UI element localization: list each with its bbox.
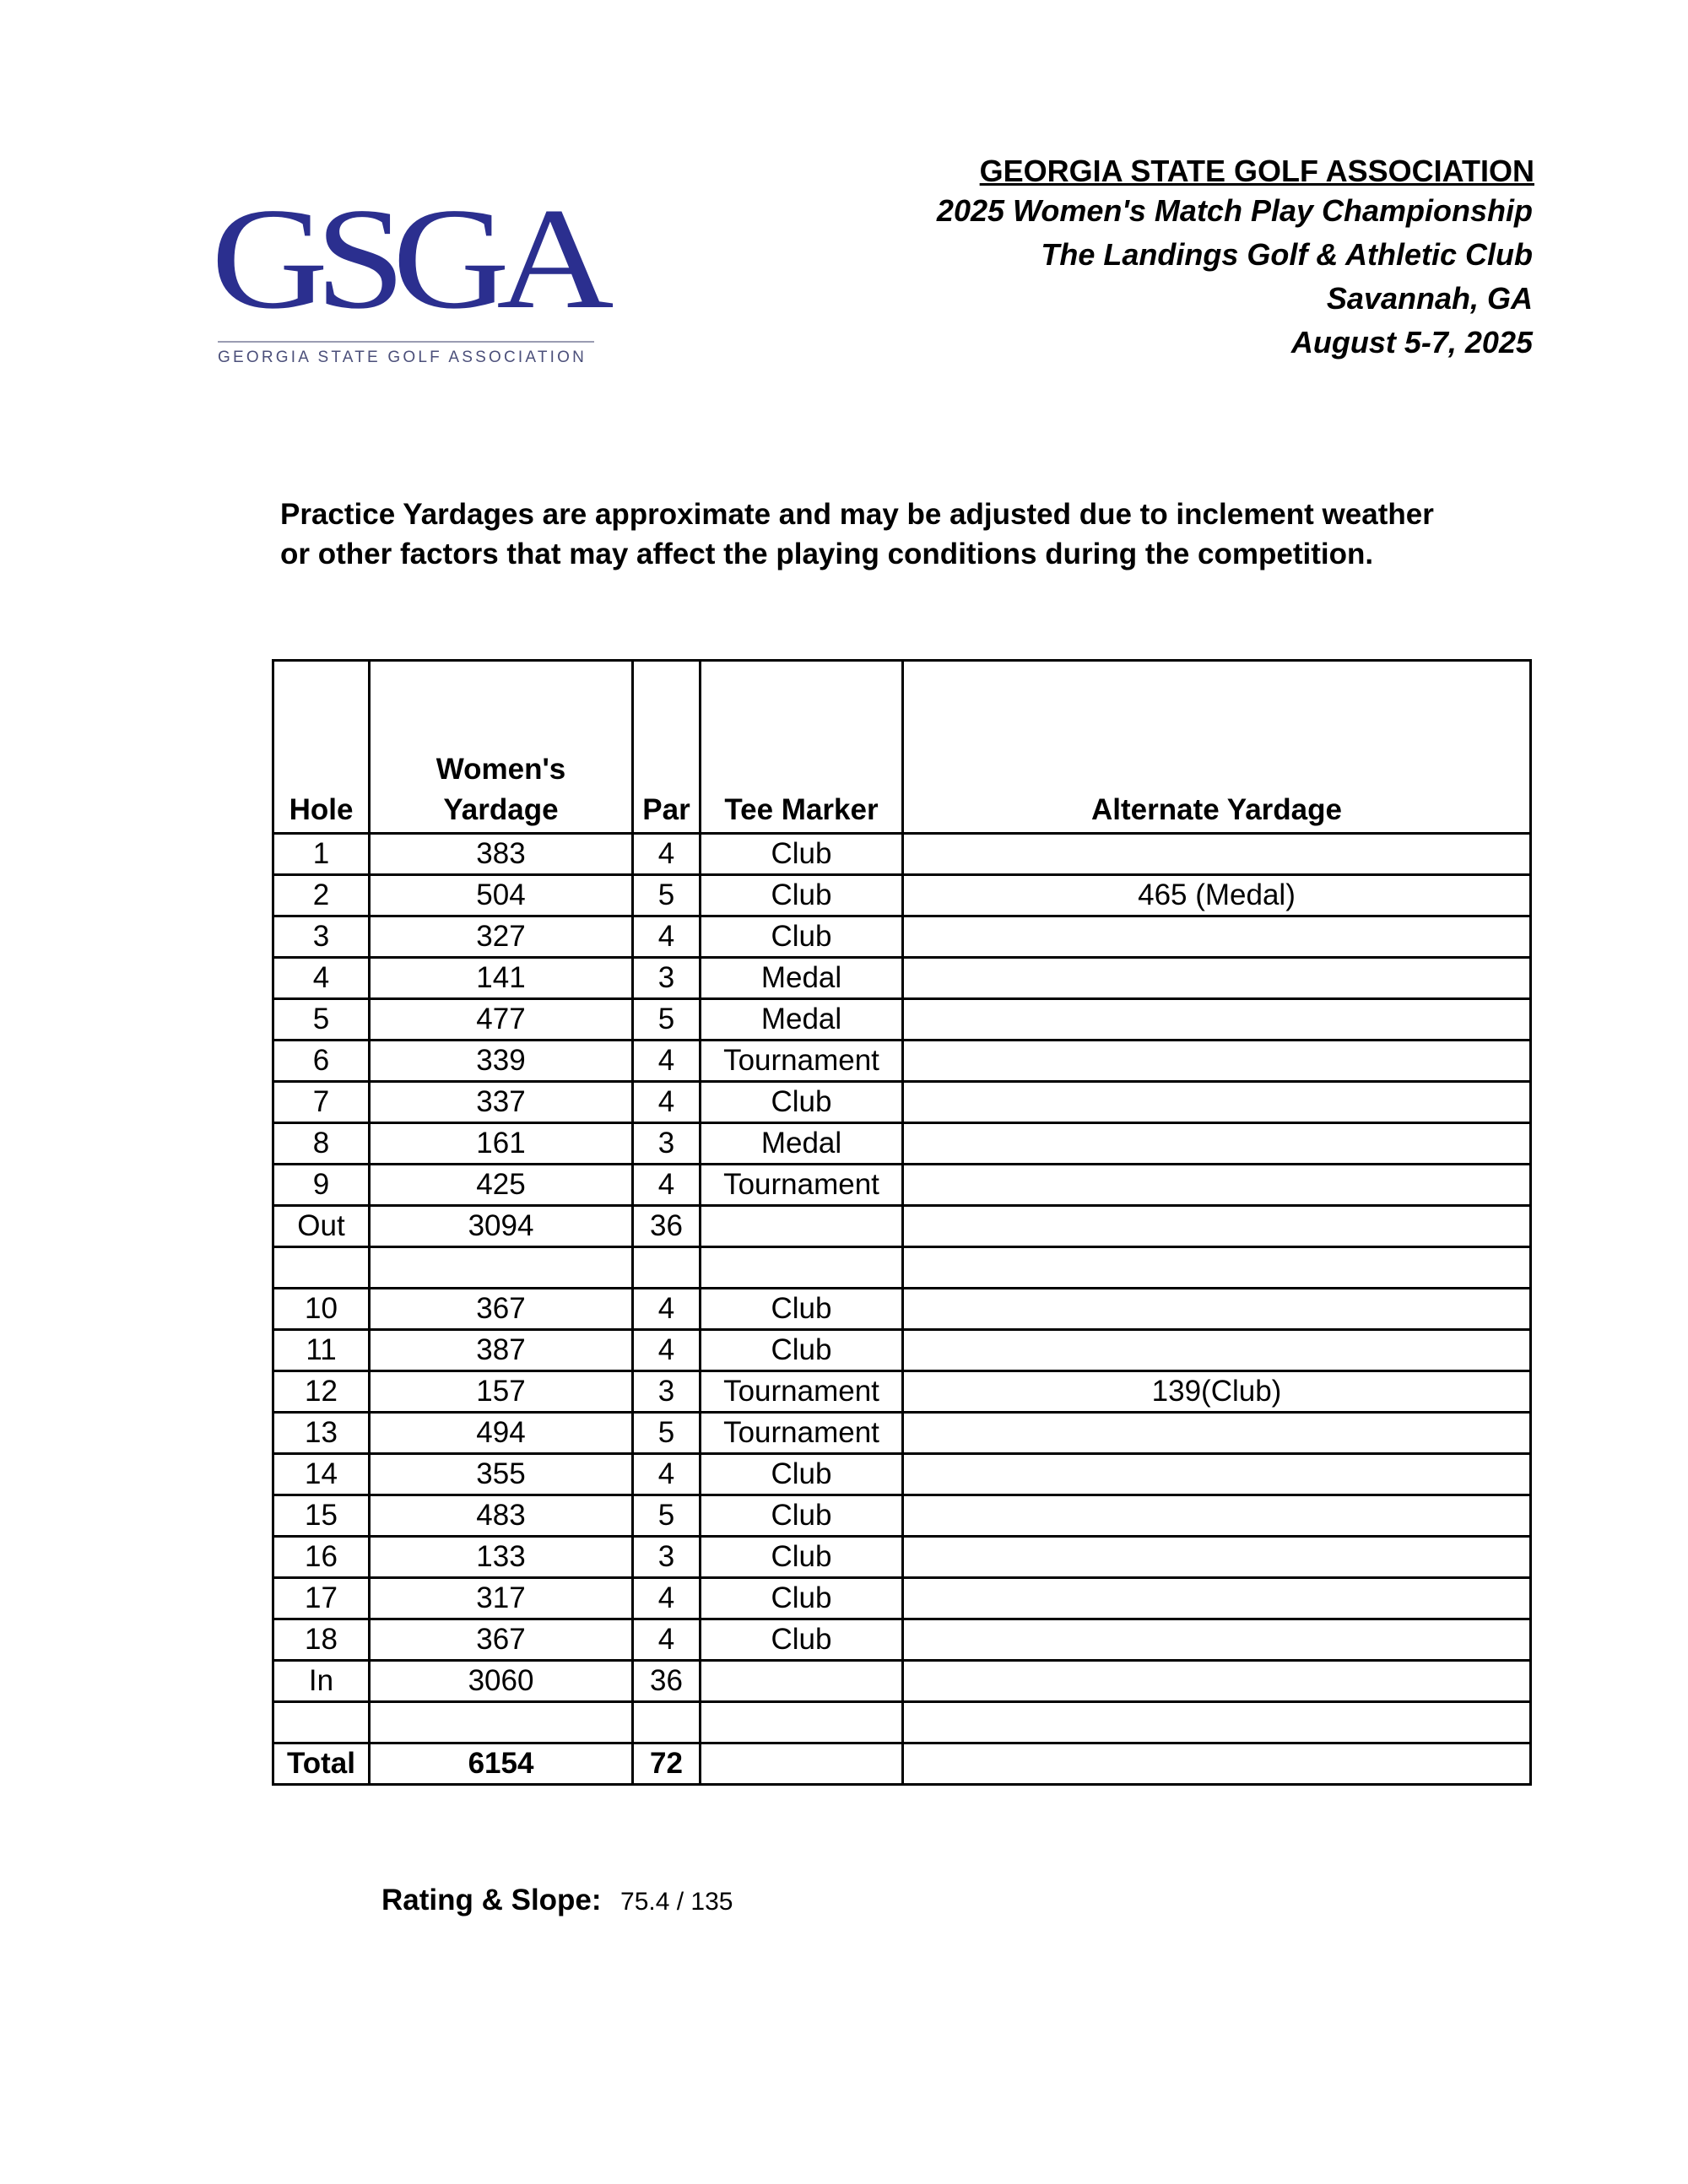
- cell-par: 72: [633, 1743, 701, 1785]
- cell-yardage: 355: [370, 1454, 633, 1495]
- cell-yardage: 317: [370, 1578, 633, 1619]
- header-hole: Hole: [273, 661, 370, 834]
- cell-alternate-yardage: [903, 1743, 1531, 1785]
- table-row: [273, 1165, 1531, 1206]
- cell-par: 36: [633, 1206, 701, 1247]
- table-row: [273, 999, 1531, 1041]
- cell-tee-marker: [701, 1247, 903, 1289]
- cell-tee-marker: Club: [701, 1619, 903, 1661]
- organization-name: GEORGIA STATE GOLF ASSOCIATION: [979, 154, 1534, 188]
- cell-yardage: 141: [370, 958, 633, 999]
- cell-hole: 9: [273, 1165, 370, 1206]
- gsga-logo: [211, 179, 601, 366]
- cell-yardage: 494: [370, 1413, 633, 1454]
- cell-hole: 10: [273, 1289, 370, 1330]
- table-row: [273, 958, 1531, 999]
- cell-tee-marker: Club: [701, 1578, 903, 1619]
- cell-alternate-yardage: 139(Club): [903, 1371, 1531, 1413]
- cell-hole: [273, 1247, 370, 1289]
- cell-hole: 15: [273, 1495, 370, 1537]
- header-par: Par: [633, 661, 701, 834]
- rating-slope: [381, 1884, 733, 1917]
- cell-tee-marker: Club: [701, 1537, 903, 1578]
- cell-hole: 11: [273, 1330, 370, 1371]
- cell-hole: 13: [273, 1413, 370, 1454]
- cell-par: 5: [633, 875, 701, 916]
- cell-yardage: 383: [370, 834, 633, 875]
- table-row: [273, 1371, 1531, 1413]
- cell-hole: 14: [273, 1454, 370, 1495]
- cell-yardage: 367: [370, 1619, 633, 1661]
- cell-hole: 2: [273, 875, 370, 916]
- cell-yardage: 387: [370, 1330, 633, 1371]
- cell-tee-marker: Club: [701, 1330, 903, 1371]
- event-dates: August 5-7, 2025: [1290, 325, 1533, 359]
- cell-yardage: 367: [370, 1289, 633, 1330]
- cell-par: [633, 1702, 701, 1743]
- cell-tee-marker: Tournament: [701, 1165, 903, 1206]
- cell-par: 4: [633, 1330, 701, 1371]
- total-row: [273, 1743, 1531, 1785]
- cell-par: 4: [633, 1578, 701, 1619]
- cell-alternate-yardage: [903, 1206, 1531, 1247]
- table-row: [273, 1619, 1531, 1661]
- header-womens-yardage: [370, 661, 633, 834]
- cell-alternate-yardage: 465 (Medal): [903, 875, 1531, 916]
- cell-alternate-yardage: [903, 1041, 1531, 1082]
- table-row: [273, 1289, 1531, 1330]
- cell-tee-marker: Club: [701, 916, 903, 958]
- cell-tee-marker: Club: [701, 1495, 903, 1537]
- venue-name: The Landings Golf & Athletic Club: [1041, 237, 1533, 272]
- cell-tee-marker: Tournament: [701, 1041, 903, 1082]
- cell-par: 5: [633, 1413, 701, 1454]
- event-title: 2025 Women's Match Play Championship: [936, 193, 1533, 228]
- cell-yardage: 327: [370, 916, 633, 958]
- cell-tee-marker: [701, 1743, 903, 1785]
- cell-par: 4: [633, 1165, 701, 1206]
- table-row: [273, 1454, 1531, 1495]
- cell-hole: 8: [273, 1123, 370, 1165]
- cell-hole: 5: [273, 999, 370, 1041]
- event-location: Savannah, GA: [1326, 281, 1533, 316]
- table-row: [273, 1041, 1531, 1082]
- cell-alternate-yardage: [903, 1537, 1531, 1578]
- cell-tee-marker: Tournament: [701, 1413, 903, 1454]
- table-row: [273, 1123, 1531, 1165]
- cell-tee-marker: Medal: [701, 999, 903, 1041]
- table-row: [273, 1537, 1531, 1578]
- rating-slope-value: 75.4 / 135: [620, 1888, 733, 1916]
- yardage-table: [272, 659, 1532, 1786]
- cell-alternate-yardage: [903, 1454, 1531, 1495]
- cell-alternate-yardage: [903, 1082, 1531, 1123]
- cell-par: 4: [633, 1041, 701, 1082]
- cell-hole: 17: [273, 1578, 370, 1619]
- cell-par: 5: [633, 999, 701, 1041]
- cell-par: [633, 1247, 701, 1289]
- cell-alternate-yardage: [903, 958, 1531, 999]
- cell-hole: Total: [273, 1743, 370, 1785]
- cell-alternate-yardage: [903, 1247, 1531, 1289]
- cell-tee-marker: Club: [701, 875, 903, 916]
- cell-par: 36: [633, 1661, 701, 1702]
- disclaimer-line-2: or other factors that may affect the playing conditions during the competition.: [280, 538, 1374, 570]
- cell-hole: [273, 1702, 370, 1743]
- cell-yardage: 157: [370, 1371, 633, 1413]
- table-row: [273, 1702, 1531, 1743]
- cell-hole: In: [273, 1661, 370, 1702]
- disclaimer-line-1: Practice Yardages are approximate and may be adjusted due to inclement weather: [280, 498, 1434, 531]
- logo-mark: GSGA: [211, 179, 601, 339]
- cell-hole: 12: [273, 1371, 370, 1413]
- cell-yardage: 425: [370, 1165, 633, 1206]
- cell-hole: 6: [273, 1041, 370, 1082]
- cell-alternate-yardage: [903, 1619, 1531, 1661]
- cell-alternate-yardage: [903, 1495, 1531, 1537]
- cell-alternate-yardage: [903, 1330, 1531, 1371]
- cell-tee-marker: Medal: [701, 1123, 903, 1165]
- cell-alternate-yardage: [903, 916, 1531, 958]
- cell-yardage: 504: [370, 875, 633, 916]
- cell-tee-marker: [701, 1661, 903, 1702]
- table-header-row: [273, 661, 1531, 834]
- yardage-disclaimer: [280, 495, 1546, 574]
- cell-tee-marker: Club: [701, 1082, 903, 1123]
- cell-hole: 3: [273, 916, 370, 958]
- table-row: [273, 1413, 1531, 1454]
- header-yardage-line-1: Women's: [436, 753, 566, 786]
- table-body: [273, 834, 1531, 1743]
- cell-hole: 7: [273, 1082, 370, 1123]
- table-row: [273, 1206, 1531, 1247]
- table-row: [273, 875, 1531, 916]
- cell-yardage: 3060: [370, 1661, 633, 1702]
- cell-yardage: 337: [370, 1082, 633, 1123]
- cell-alternate-yardage: [903, 1578, 1531, 1619]
- cell-tee-marker: [701, 1206, 903, 1247]
- cell-alternate-yardage: [903, 1661, 1531, 1702]
- table-row: [273, 1247, 1531, 1289]
- cell-yardage: 161: [370, 1123, 633, 1165]
- header-yardage-line-2: Yardage: [443, 793, 559, 826]
- cell-tee-marker: Club: [701, 1454, 903, 1495]
- logo-divider: [218, 341, 594, 343]
- rating-slope-label: Rating & Slope:: [381, 1884, 602, 1916]
- cell-yardage: 3094: [370, 1206, 633, 1247]
- cell-alternate-yardage: [903, 1413, 1531, 1454]
- cell-tee-marker: Medal: [701, 958, 903, 999]
- cell-hole: 16: [273, 1537, 370, 1578]
- cell-yardage: 133: [370, 1537, 633, 1578]
- table-row: [273, 834, 1531, 875]
- cell-tee-marker: Club: [701, 834, 903, 875]
- cell-alternate-yardage: [903, 999, 1531, 1041]
- cell-alternate-yardage: [903, 1123, 1531, 1165]
- cell-tee-marker: Club: [701, 1289, 903, 1330]
- logo-subtitle: GEORGIA STATE GOLF ASSOCIATION: [218, 349, 587, 366]
- cell-par: 5: [633, 1495, 701, 1537]
- cell-par: 4: [633, 916, 701, 958]
- header-tee-marker: Tee Marker: [701, 661, 903, 834]
- table-row: [273, 1082, 1531, 1123]
- cell-yardage: 6154: [370, 1743, 633, 1785]
- cell-par: 3: [633, 1537, 701, 1578]
- table-row: [273, 1661, 1531, 1702]
- header-alternate-yardage: Alternate Yardage: [903, 661, 1531, 834]
- cell-par: 3: [633, 958, 701, 999]
- event-header: [937, 154, 1533, 365]
- cell-par: 4: [633, 1082, 701, 1123]
- cell-tee-marker: Tournament: [701, 1371, 903, 1413]
- cell-par: 3: [633, 1371, 701, 1413]
- cell-yardage: [370, 1247, 633, 1289]
- cell-alternate-yardage: [903, 834, 1531, 875]
- table-row: [273, 916, 1531, 958]
- cell-par: 4: [633, 1289, 701, 1330]
- cell-hole: 18: [273, 1619, 370, 1661]
- cell-hole: Out: [273, 1206, 370, 1247]
- cell-tee-marker: [701, 1702, 903, 1743]
- cell-alternate-yardage: [903, 1289, 1531, 1330]
- table-row: [273, 1495, 1531, 1537]
- cell-par: 4: [633, 1619, 701, 1661]
- cell-yardage: 483: [370, 1495, 633, 1537]
- cell-yardage: 339: [370, 1041, 633, 1082]
- cell-alternate-yardage: [903, 1165, 1531, 1206]
- cell-hole: 4: [273, 958, 370, 999]
- cell-par: 4: [633, 834, 701, 875]
- cell-par: 4: [633, 1454, 701, 1495]
- cell-hole: 1: [273, 834, 370, 875]
- table-row: [273, 1578, 1531, 1619]
- cell-alternate-yardage: [903, 1702, 1531, 1743]
- cell-par: 3: [633, 1123, 701, 1165]
- cell-yardage: 477: [370, 999, 633, 1041]
- table-row: [273, 1330, 1531, 1371]
- cell-yardage: [370, 1702, 633, 1743]
